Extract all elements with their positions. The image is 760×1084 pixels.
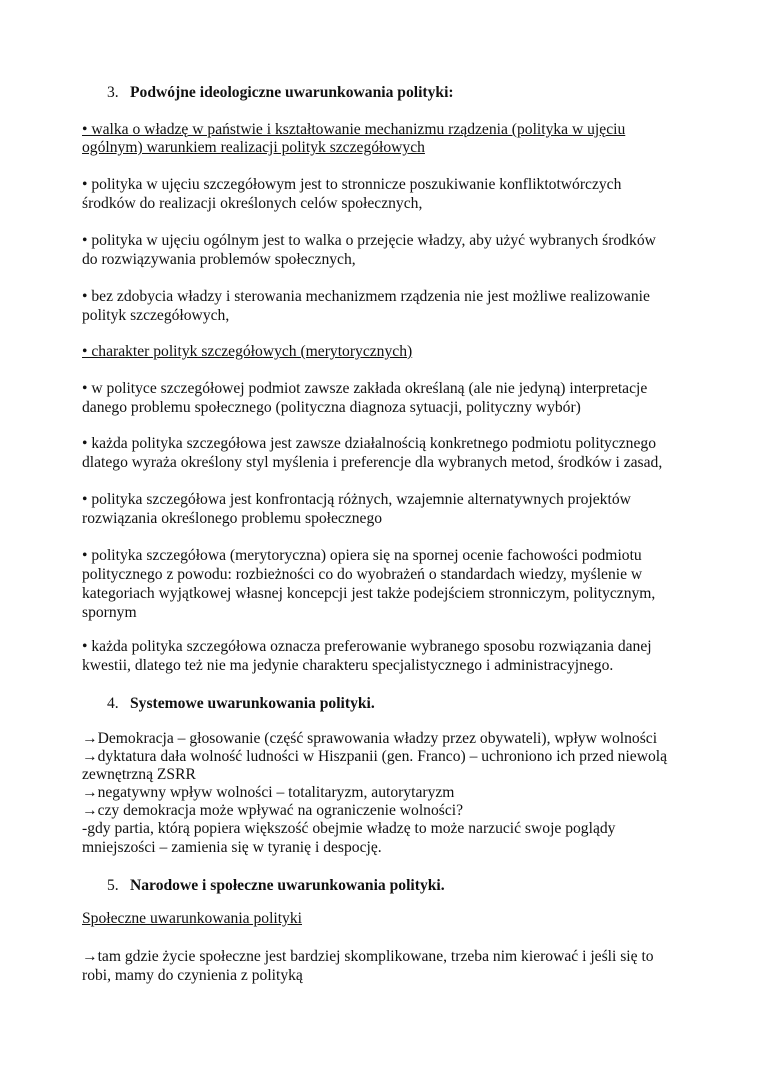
paragraph-line: robi, mamy do czynienia z polityką [82,967,303,984]
subheading: Społeczne uwarunkowania polityki [82,910,302,927]
paragraph-line: kwestii, dlatego też nie ma jedynie charakteru specjalistycznego i administracyjnego. [82,657,614,674]
paragraph-line: • każda polityka szczegółowa jest zawsze działalnością konkretnego podmiotu politycznego [82,435,656,452]
paragraph-line: kategoriach wyjątkowej własnej koncepcji jest także podejściem stronniczym, politycznym, [82,585,656,602]
paragraph-line: zewnętrzną ZSRR [82,766,196,783]
section-title: Podwójne ideologiczne uwarunkowania polityki: [130,84,454,101]
paragraph-line: ogólnym) warunkiem realizacji polityk szczegółowych [82,139,425,156]
paragraph-line: politycznego z powodu: rozbieżności co do wyobrażeń o standardach wiedzy, myślenie w [82,566,643,583]
paragraph-line: spornym [82,604,137,621]
paragraph-line: →dyktatura dała wolność ludności w Hiszpanii (gen. Franco) – uchroniono ich przed niewolą [82,748,668,765]
paragraph-line: • bez zdobycia władzy i sterowania mechanizmem rządzenia nie jest możliwe realizowanie [82,288,650,305]
section-number: 4. [107,695,119,712]
section-title: Narodowe i społeczne uwarunkowania polityki. [130,877,445,894]
paragraph-line: • każda polityka szczegółowa oznacza preferowanie wybranego sposobu rozwiązania danej [82,638,652,655]
paragraph-line: →tam gdzie życie społeczne jest bardziej skomplikowane, trzeba nim kierować i jeśli się to [82,948,654,965]
paragraph-line: dlatego wyraża określony styl myślenia i preferencje dla wybranych metod, środków i zasad, [82,454,663,471]
paragraph-line: polityk szczegółowych, [82,307,230,324]
paragraph-line: →czy demokracja może wpływać na ograniczenie wolności? [82,802,464,819]
paragraph-line: →negatywny wpływ wolności – totalitaryzm, autorytaryzm [82,784,455,801]
paragraph-line: • polityka w ujęciu szczegółowym jest to stronnicze poszukiwanie konfliktotwórczych [82,176,622,193]
paragraph-line: -gdy partia, którą popiera większość obejmie władzę to może narzucić swoje poglądy [82,820,616,837]
paragraph-line: środków do realizacji określonych celów społecznych, [82,195,423,212]
paragraph-line: mniejszości – zamienia się w tyranię i despocję. [82,839,382,856]
paragraph-line: →Demokracja – głosowanie (część sprawowania władzy przez obywateli), wpływ wolności [82,730,658,747]
paragraph-line: • w polityce szczegółowej podmiot zawsze zakłada określaną (ale nie jedyną) interpretacje [82,380,648,397]
paragraph-line: • charakter polityk szczegółowych (merytorycznych) [82,343,413,360]
paragraph-line: danego problemu społecznego (polityczna diagnoza sytuacji, polityczny wybór) [82,399,581,416]
section-number: 5. [107,877,119,894]
section-title: Systemowe uwarunkowania polityki. [130,695,375,712]
paragraph-line: • walka o władzę w państwie i kształtowanie mechanizmu rządzenia (polityka w ujęciu [82,121,626,138]
section-number: 3. [107,84,119,101]
paragraph-line: • polityka szczegółowa (merytoryczna) opiera się na spornej ocenie fachowości podmiotu [82,547,642,564]
paragraph-line: rozwiązania określonego problemu społecznego [82,510,383,527]
paragraph-line: • polityka w ujęciu ogólnym jest to walka o przejęcie władzy, aby użyć wybranych środków [82,232,656,249]
paragraph-line: • polityka szczegółowa jest konfrontacją różnych, wzajemnie alternatywnych projektów [82,491,631,508]
paragraph-line: do rozwiązywania problemów społecznych, [82,251,356,268]
